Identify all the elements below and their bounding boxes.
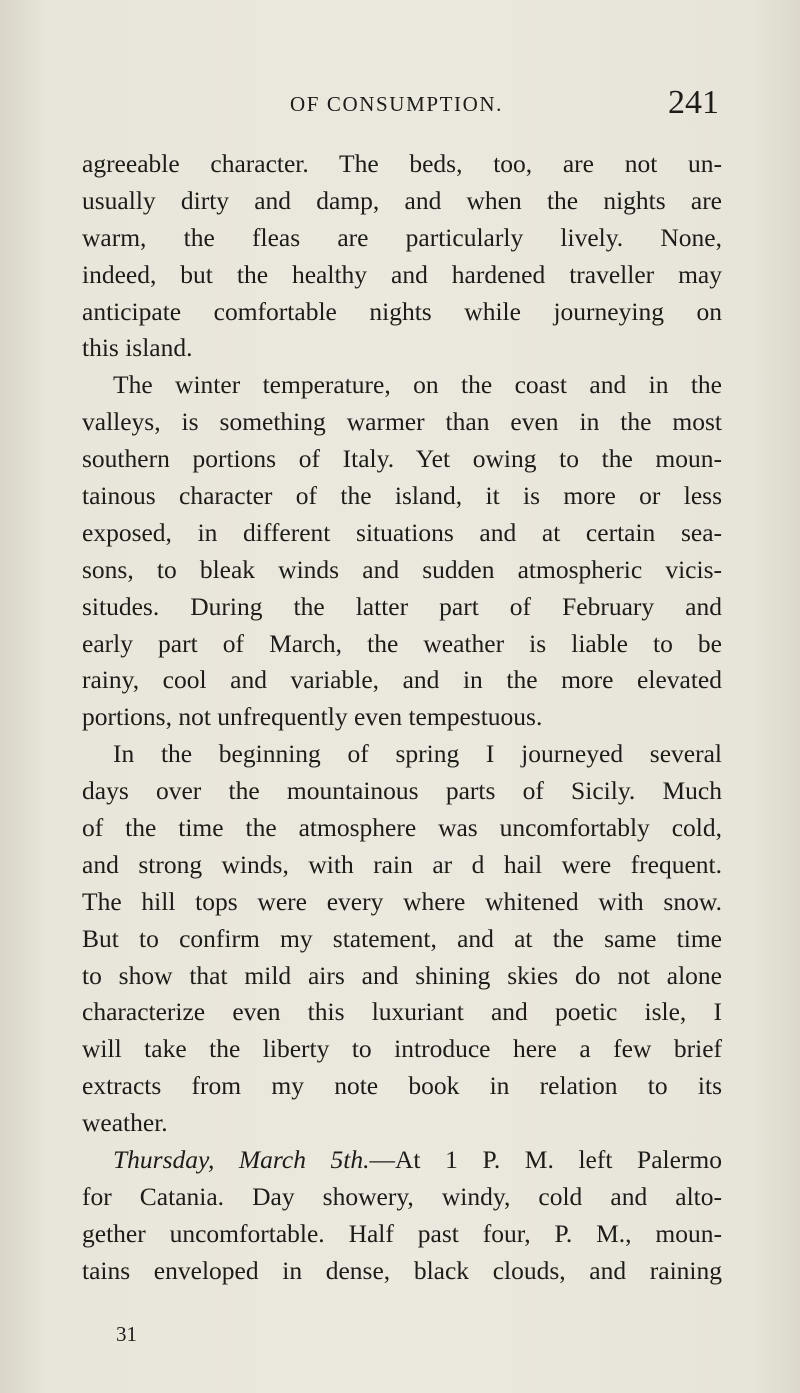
text-line: this island.	[82, 333, 193, 363]
text-line: valleys, is something warmer than even in the most	[82, 407, 722, 437]
page-number: 241	[668, 84, 719, 121]
text-line: The hill tops were every where whitened with snow.	[82, 886, 722, 916]
text-line: tains enveloped in dense, black clouds, and raining	[82, 1255, 722, 1285]
paragraph-start-line: In the beginning of spring I journeyed several	[113, 739, 722, 769]
text-line: will take the liberty to introduce here a few brief	[82, 1034, 722, 1064]
paragraph-start-line: The winter temperature, on the coast and in the	[113, 370, 722, 400]
text-line: southern portions of Italy. Yet owing to the moun-	[82, 444, 722, 474]
text-line: sons, to bleak winds and sudden atmospheric vicis-	[82, 554, 722, 584]
text-line: tainous character of the island, it is more or less	[82, 481, 722, 511]
text-line: of the time the atmosphere was uncomfortably cold,	[82, 813, 722, 843]
running-head	[0, 84, 800, 124]
text-line: warm, the fleas are particularly lively. None,	[82, 222, 722, 252]
text-line: exposed, in different situations and at certain sea-	[82, 517, 722, 547]
text-line: situdes. During the latter part of February and	[82, 591, 722, 621]
text-line: But to confirm my statement, and at the same time	[82, 923, 722, 953]
text-line: extracts from my note book in relation to its	[82, 1071, 722, 1101]
text-line: characterize even this luxuriant and poetic isle, I	[82, 997, 722, 1027]
text-line: days over the mountainous parts of Sicily. Much	[82, 776, 722, 806]
text-line: and strong winds, with rain ar d hail were frequent.	[82, 849, 722, 879]
body-text	[82, 146, 722, 1290]
text-line: anticipate comfortable nights while journeying on	[82, 296, 722, 326]
diary-entry-line	[82, 1142, 722, 1179]
text-line: to show that mild airs and shining skies do not alone	[82, 960, 722, 990]
running-title: OF CONSUMPTION.	[290, 92, 504, 116]
text-line: weather.	[82, 1108, 168, 1138]
text-line: for Catania. Day showery, windy, cold and alto-	[82, 1181, 722, 1211]
text-line: agreeable character. The beds, too, are not un-	[82, 149, 722, 178]
text-line: portions, not unfrequently even tempestuous.	[82, 702, 543, 732]
text-line: usually dirty and damp, and when the nights are	[82, 185, 722, 215]
text-line: indeed, but the healthy and hardened traveller may	[82, 259, 722, 289]
text-line: gether uncomfortable. Half past four, P. M., moun-	[82, 1218, 722, 1248]
text-line: rainy, cool and variable, and in the more elevated	[82, 665, 722, 695]
diary-text: —At 1 P. M. left Palermo	[369, 1145, 722, 1175]
text-line: early part of March, the weather is liable to be	[82, 628, 722, 658]
signature-mark: 31	[116, 1322, 137, 1346]
diary-date: Thursday, March 5th.	[113, 1145, 370, 1175]
